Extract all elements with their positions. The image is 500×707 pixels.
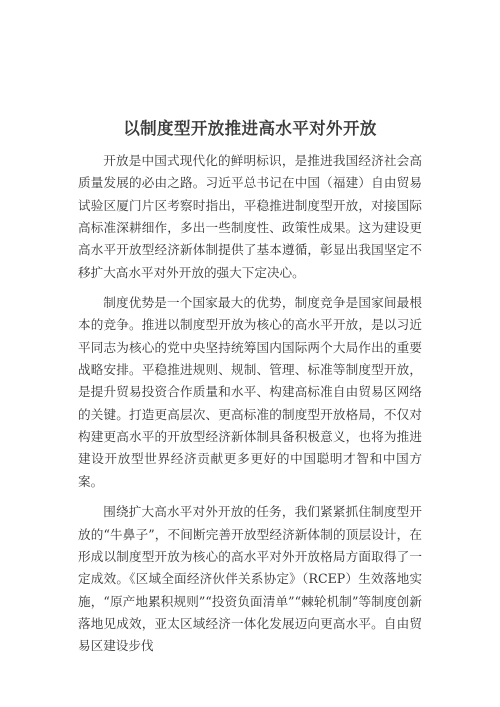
paragraph-3: 围绕扩大高水平对外开放的任务，我们紧紧抓住制度型开放的“牛鼻子”，不间断完善开放型经济新体制的顶层设计，在形成以制度型开放为核心的高水平对外开放格局方面取得了一定成效。《区域全面经济伙伴关系协定》（RCEP）生效落地实施，“原产地累积规则”“投资负面清单”“棘轮机制”等制度创新落地见成效，亚太区域经济一体化发展迈向更高水平。自由贸易区建设步伐	[78, 504, 422, 654]
paragraph-1: 开放是中国式现代化的鲜明标识，是推进我国经济社会高质量发展的必由之路。习近平总书记在中国（福建）自由贸易试验区厦门片区考察时指出，平稳推进制度型开放，对接国际高标准深耕细作，多出一些制度性、政策性成果。这为建设更高水平开放型经济新体制提供了基本遵循，彰显出我国坚定不移扩大高水平对外开放的强大下定决心。	[78, 153, 422, 280]
paragraph-2: 制度优势是一个国家最大的优势，制度竞争是国家间最根本的竞争。推进以制度型开放为核心的高水平开放，是以习近平同志为核心的党中央坚持统筹国内国际两个大局作出的重要战略安排。平稳推进规则、规制、管理、标准等制度型开放，是提升贸易投资合作质量和水平、构建高标准自由贸易区网络的关键。打造更高层次、更高标准的制度型开放格局，不仅对构建更高水平的开放型经济新体制具备积极意义，也将为推进建设开放型世界经济贡献更多更好的中国聪明才智和中国方案。	[78, 295, 422, 489]
document-title: 以制度型开放推进高水平对外开放	[123, 119, 377, 138]
document-body	[78, 150, 422, 658]
